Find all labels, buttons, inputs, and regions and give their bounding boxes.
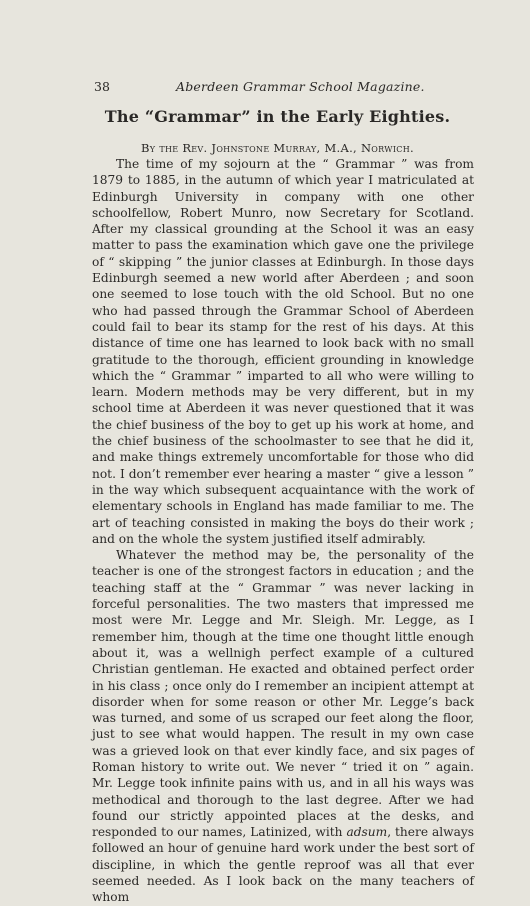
paragraph [92,547,474,906]
paragraph: The time of my sojourn at the “ Grammar ” was from 1879 to 1885, in the autumn of which year I matriculated at Edinburgh University in company with one other schoolfellow, Robert Munro, now Secretary for Scotland. After my classical grounding at the School it was an easy matter to pass the examination which gave one the privilege of “ skipping ” the junior classes at Edinburgh. In those days Edinburgh seemed a new world after Aberdeen ; and soon one seemed to lose touch with the old School. But no one who had passed through the Grammar School of Aberdeen could fail to bear its stamp for the rest of his days. At this distance of time one has learned to look back with no small gratitude to the thorough, efficient grounding in knowledge which the “ Grammar ” imparted to all who were willing to learn. Modern methods may be very different, but in my school time at Aberdeen it was never questioned that it was the chief business of the boy to get up his work at home, and the chief business of the schoolmaster to see that he did it, and make things extremely uncomfortable for those who did not. I don’t remember ever hearing a master “ give a lesson ” in the way which subsequent acquaintance with the work of elementary schools in England has made familiar to me. The art of teaching consisted in making the boys do their work ; and on the whole the system justified itself admirably. [92,157,474,546]
paragraph-text: , there always followed an hour of genuine hard work under the best sort of discipline, in which the gentle reproof was all that ever seemed needed. As I look back on the many teachers of whom [92,825,474,905]
article-title: The “Grammar” in the Early Eighties. [104,107,451,126]
page-number: 38 [94,79,110,94]
article-byline: By the Rev. Johnstone Murray, M.A., Norwich. [141,141,414,155]
paragraph-text: Whatever the method may be, the personality of the teacher is one of the strongest factors in education ; and the teaching staff at the “ Grammar ” was never lacking in forceful personalities. The two masters that impressed me most were Mr. Legge and Mr. Sleigh. Mr. Legge, as I remember him, though at the time one thought little enough about it, was a wellnigh perfect example of a cultured Christian gentleman. He exacted and obtained perfect order in his class ; once only do I remember an incipient attempt at disorder when for some reason or other Mr. Legge’s back was turned, and some of us scraped our feet along the floor, just to see what would happen. The result in my own case was a grieved look on that ever kindly face, and six pages of Roman history to write out. We never “ tried it on ” again. Mr. Legge took infinite pains with us, and in all his ways was methodical and thorough to the last degree. After we had found our strictly appointed places at the desks, and responded to our names, Latinized, with [92,548,474,840]
article-body [92,156,474,906]
latin-word: adsum [346,825,388,840]
journal-title: Aberdeen Grammar School Magazine. [176,79,425,94]
